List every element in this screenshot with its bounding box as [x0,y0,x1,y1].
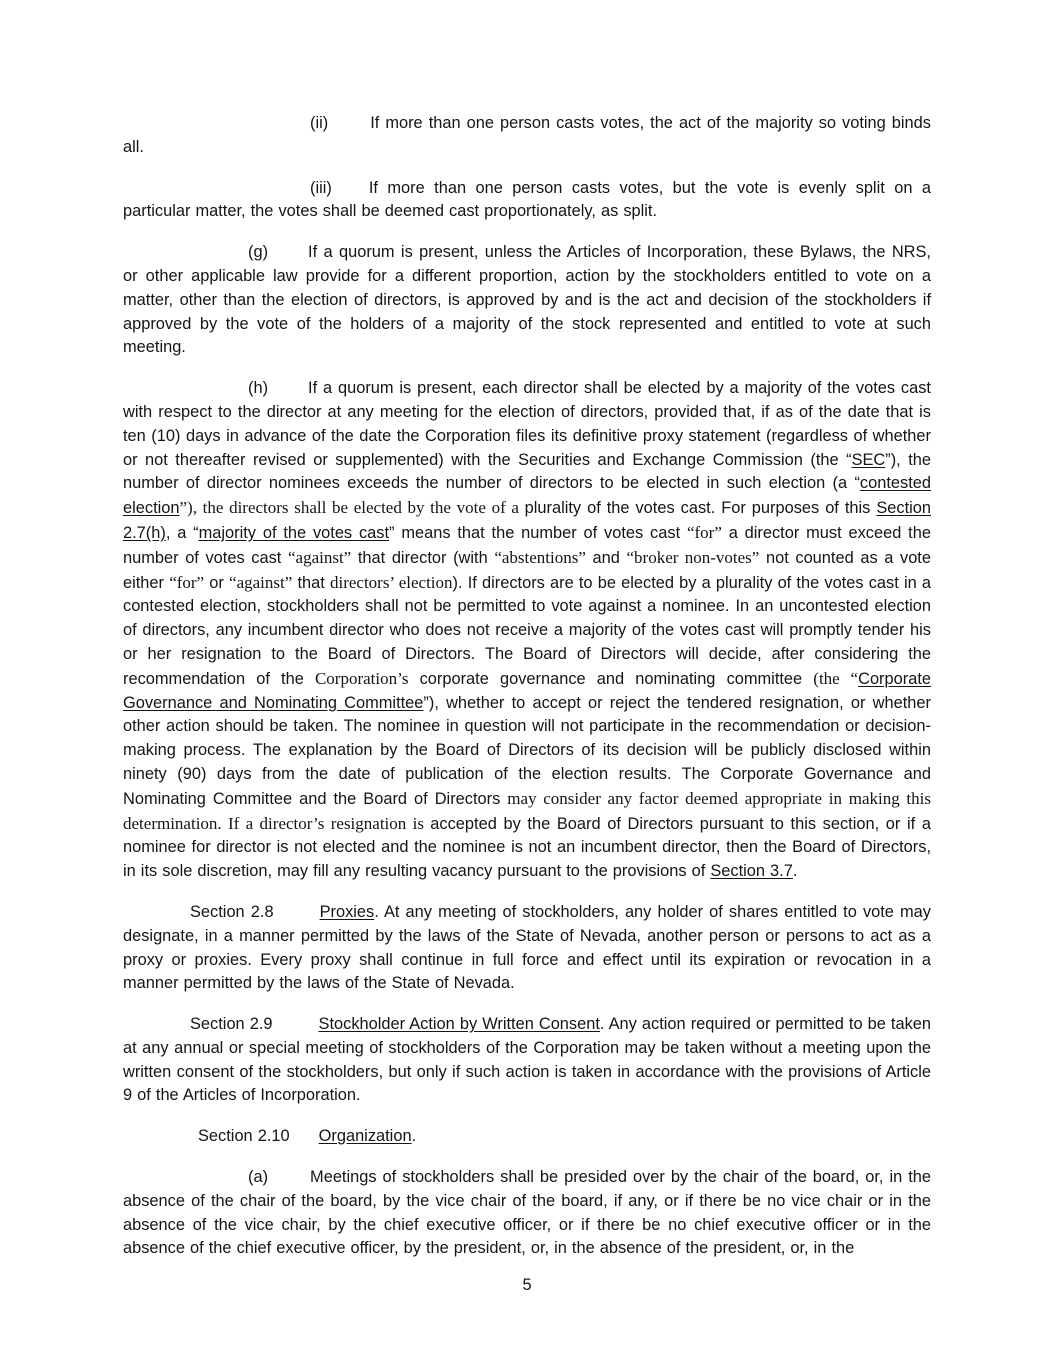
underlined-term: Corporate Governance and Nominating Committee [123,669,931,712]
underlined-term: Section 2.7(h) [123,499,931,542]
text-segment: Corporation’s [314,668,409,688]
tab-space [268,392,308,393]
text-segment: “abstentions” [494,547,586,567]
text-segment: . Any action required or permitted to be taken at any annual or special meeting of stockholders of the Corporation may be taken without a meeting upon the written consent of the stockholders, but only if such action is taken in accordance with the provisions of Article 9 of the Articles of Incorporation. [123,1015,932,1105]
text-segment: “against” [287,547,352,567]
paragraph-label: Section 2.10 [198,1127,290,1146]
tab-space [332,192,369,193]
text-segment: (the “ [813,668,859,688]
tab-space [274,916,320,917]
paragraph-label: (a) [248,1168,269,1187]
text-segment: “for” [686,522,722,542]
para-iii [123,177,931,225]
text-segment: or [204,573,230,592]
underlined-term: Section 3.7 [710,862,793,881]
para-g [123,241,931,360]
text-segment: ”), the directors shall be elected by the vote of a [179,498,525,518]
underlined-term: Stockholder Action by Written Consent [318,1015,600,1034]
tab-space [268,256,308,257]
text-segment: “broker non-votes” [626,547,760,567]
paragraph-label: (h) [248,379,269,398]
text-segment: Meetings of stockholders shall be presided over by the chair of the board, or, in the absence of the chair of the board, by the vice chair of the board, if any, or if there be no vice chair or in the absence of the vice chair, by the chief executive officer, or if there be no chief executive officer or in the absence of the chief executive officer, by the president, or, in the absence of the president, or, in the [123,1168,931,1258]
para-ii [123,112,931,160]
text-segment: . [792,862,798,881]
text-segment: not counted as a vote either [123,548,931,592]
text-segment: , a “ [165,523,199,542]
paragraph-label: (ii) [310,114,329,132]
text-segment: ” means that the number of votes cast [389,523,687,542]
text-segment: plurality of the votes cast. For purposes of this [524,499,877,518]
tab-space [268,1181,310,1182]
text-segment: may consider any factor deemed appropriate in making this determination. If a director’s resignation is [123,788,931,833]
text-segment: and [585,548,627,567]
text-segment: If more than one person casts votes, but the vote is evenly split on a particular matter, the votes shall be deemed cast proportionately, as split. [123,178,931,221]
text-segment: “against” [229,572,293,592]
text-segment: ”), whether to accept or reject the tendered resignation, or whether other action should be taken. The nominee in question will not participate in the recommendation or decision-making process. The explanation by the Board of Directors of its decision will be publicly disclosed within ninety (90) days from the date of publication of the election results. The Corporate Governance and Nominating Committee and the Board of Directors [123,693,931,808]
underlined-term: contested election [123,474,931,518]
text-segment: ”), the number of director nominees exceeds the number of directors to be elected in such election (a “ [123,450,931,493]
text-segment: that director (with [351,548,495,567]
underlined-term: Organization [318,1127,412,1146]
para-h [123,377,931,884]
text-segment: a director must exceed the number of votes cast [123,523,931,567]
underlined-term: Proxies [319,902,375,921]
text-segment: ). If directors are to be elected by a plurality of the votes cast in a contested election, stockholders shall not be permitted to vote against a nominee. In an uncontested election of directors, any incumbent director who does not receive a majority of the votes cast will promptly tender his or her resignation to the Board of Directors. The Board of Directors will decide, after considering the recommendation of the [123,573,931,688]
para-a [123,1166,931,1261]
tab-space [328,127,370,128]
underlined-term: SEC [851,450,886,469]
para-section-2-10 [123,1125,931,1149]
text-segment: . At any meeting of stockholders, any holder of shares entitled to vote may designate, in a manner permitted by the laws of the State of Nevada, another person or persons to act as a proxy or proxies. Every proxy shall continue in full force and effect until its expiration or revocation in a manner permitted by the laws of the State of Nevada. [123,902,931,993]
text-segment: If a quorum is present, unless the Articles of Incorporation, these Bylaws, the NRS, or other applicable law provide for a different proportion, action by the stockholders entitled to vote on a matter, other than the election of directors, is approved by and is the act and decision of the stockholders if approved by the vote of the holders of a majority of the stock represented and entitled to vote at such meeting. [123,243,931,357]
text-segment: If a quorum is present, each director shall be elected by a majority of the votes cast with respect to the director at any meeting for the election of directors, provided that, if as of the date that is ten (10) days in advance of the date the Corporation files its definitive proxy statement (regardless of whether or not thereafter revised or supplemented) with the Securities and Exchange Commission (the “ [123,379,931,469]
text-segment: If more than one person casts votes, the act of the majority so voting binds all. [123,114,931,156]
paragraph-label: Section 2.8 [190,902,274,921]
tab-space [290,1140,319,1141]
paragraph-label: Section 2.9 [190,1015,273,1034]
document-body [123,112,931,1278]
page-number: 5 [522,1276,532,1294]
underlined-term: majority of the votes cast [198,523,390,542]
tab-space [273,1028,319,1029]
paragraph-label: (iii) [310,178,332,197]
paragraph-label: (g) [248,243,269,262]
text-segment: “for” [169,572,205,592]
para-section-2-8 [123,901,931,996]
text-segment: accepted by the Board of Directors pursuant to this section, or if a nominee for director is not elected and the nominee is not an incumbent director, then the Board of Directors, in its sole discretion, may fill any resulting vacancy pursuant to the provisions of [123,814,931,881]
text-segment: corporate governance and nominating committee [408,669,814,688]
para-section-2-9 [123,1013,931,1108]
text-segment: . [411,1127,417,1146]
text-segment: directors’ election [329,572,453,592]
text-segment: that [292,573,330,592]
